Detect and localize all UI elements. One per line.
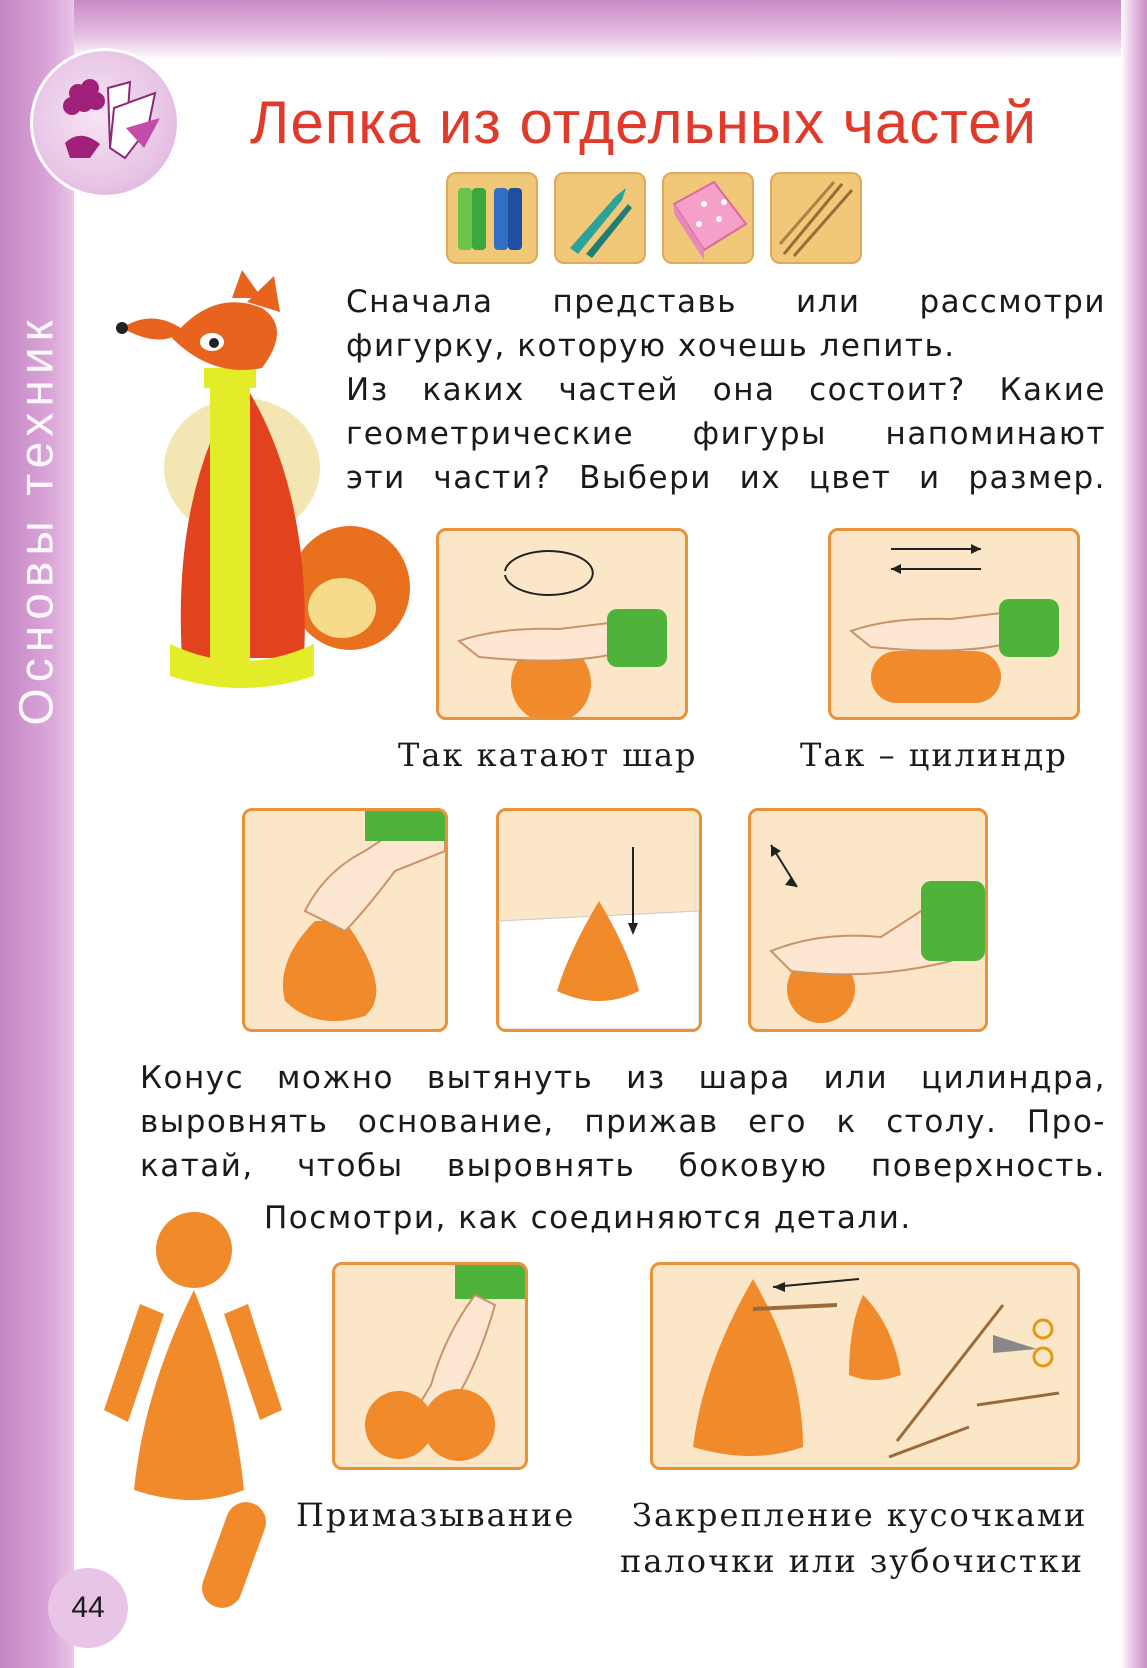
section-label: Основы техник [10,314,64,726]
plasticine-icon [448,174,536,262]
cylinder-rolling-illustration [828,528,1080,720]
intro-line: Из каких частей она состоит? Какие [346,372,1106,408]
cone-pulling-image [245,811,445,1029]
caption-fixing: Закрепление кусочками [632,1496,1088,1534]
toothpick-fixing-image [653,1265,1077,1467]
cone-pressing-illustration [496,808,702,1032]
stack-knife-tool [554,172,646,264]
cone-pressing-image [499,811,699,1029]
cone-pulling-illustration [242,808,448,1032]
toothpick-fixing-illustration [650,1262,1080,1470]
page-number: 44 [48,1568,128,1648]
caption-fixing-2: палочки или зубочистки [620,1542,1085,1580]
toothpicks-tool [770,172,862,264]
intro-line: эти части? Выбери их цвет и размер. [346,460,1106,496]
board-icon [664,174,752,262]
crafts-logo-icon [30,48,180,198]
intro-line: Сначала представь или рассмотри [346,284,1106,320]
cone-line: катай, чтобы выровнять боковую поверхность. [140,1148,1106,1184]
toothpicks-icon [772,174,860,262]
cone-rolling-illustration [748,808,988,1032]
intro-line: фигурку, которую хочешь лепить. [346,328,956,364]
plasticine-tool [446,172,538,264]
cylinder-rolling-image [831,531,1077,717]
ball-rolling-illustration [436,528,688,720]
join-heading: Посмотри, как соединяются детали. [264,1200,912,1236]
caption-cylinder: Так – цилиндр [800,736,1068,774]
section-logo [30,48,180,198]
board-tool [662,172,754,264]
smearing-illustration [332,1262,528,1470]
page-title: Лепка из отдельных частей [250,89,1037,156]
cone-rolling-image [751,811,985,1029]
caption-smearing: Примазывание [296,1496,576,1534]
intro-paragraph [346,280,1106,500]
cone-line: выровнять основание, прижав его к столу. Про- [140,1104,1106,1140]
right-decor-edge [1121,0,1147,1668]
cone-line: Конус можно вытянуть из шара или цилиндра, [140,1060,1106,1096]
caption-ball: Так катают шар [398,736,698,774]
stack-knife-icon [556,174,644,262]
cone-paragraph [140,1056,1106,1188]
intro-line: геометрические фигуры напоминают [346,416,1106,452]
smearing-image [335,1265,525,1467]
section-side-band [0,0,74,1668]
ball-rolling-image [439,531,685,717]
